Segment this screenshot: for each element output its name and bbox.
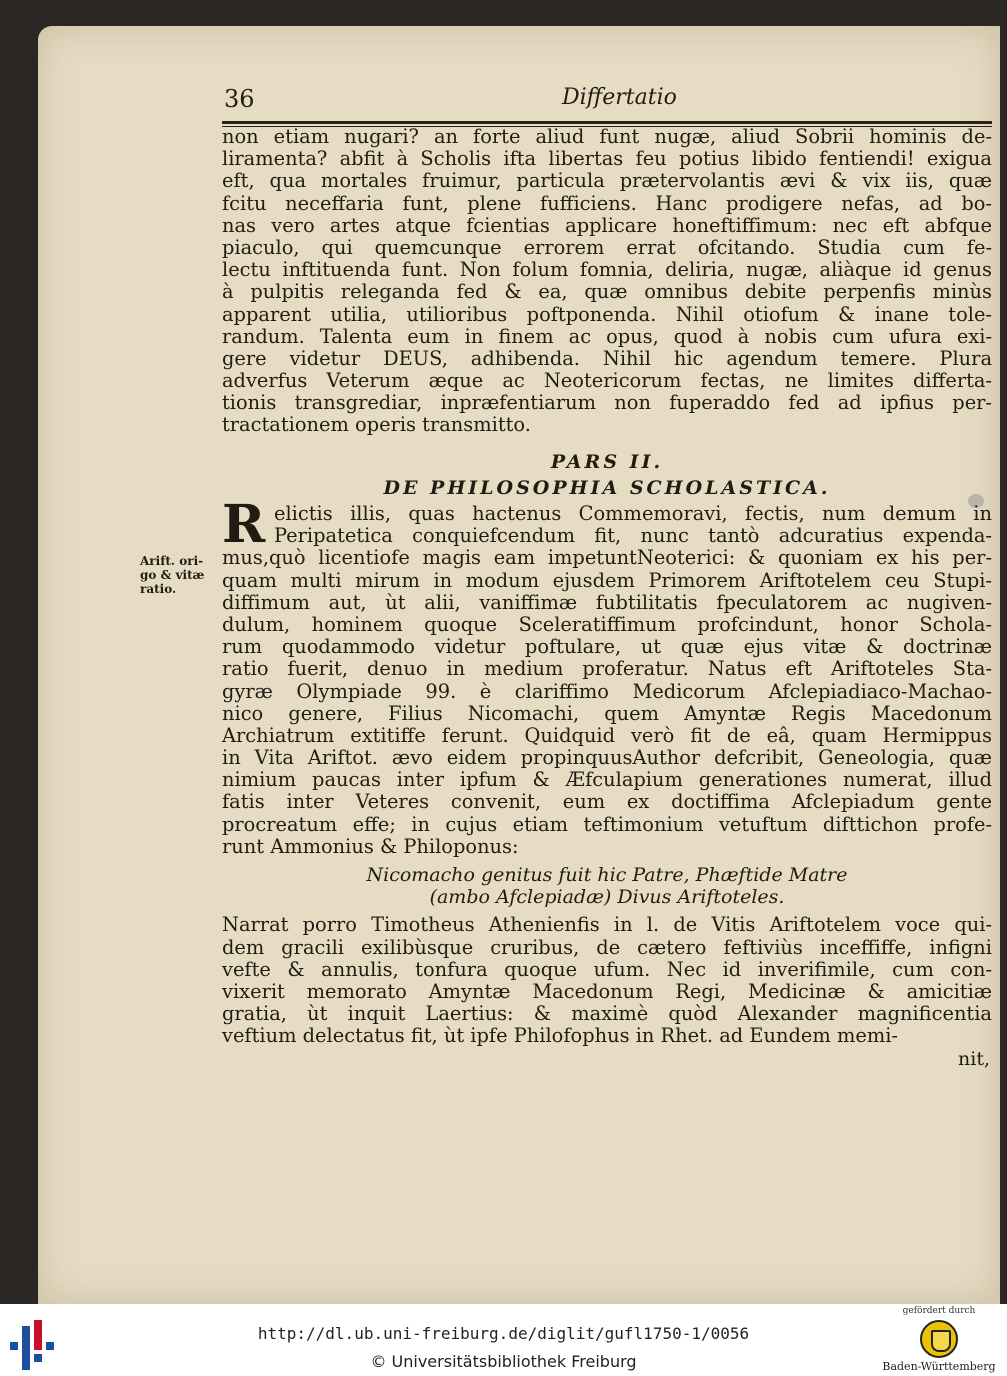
text-line: randum. Talenta eum in finem ac opus, quod à nobis cum ufura exi- bbox=[222, 324, 992, 348]
margin-note: Arift. ori- go & vitæ ratio. bbox=[140, 554, 205, 596]
text-line: gere videtur DEUS, adhibenda. Nihil hic agendum temere. Plura bbox=[222, 346, 992, 370]
text-line: liramenta? abfit à Scholis ifta libertas feu potius libido fentiendi! exigua bbox=[222, 147, 992, 171]
paragraph-2-block bbox=[222, 494, 992, 858]
running-head: Differtatio bbox=[562, 85, 677, 110]
text-body bbox=[222, 126, 992, 1070]
verse-line: Nicomacho genitus fuit hic Patre, Phæftide Matre bbox=[366, 864, 848, 887]
text-line: lectu inftituenda funt. Non folum fomnia, deliria, nugæ, aliàque id genus bbox=[222, 258, 992, 282]
sponsor-state: Baden-Württemberg bbox=[882, 1360, 996, 1373]
copyright-notice: © Universitätsbibliothek Freiburg bbox=[370, 1352, 637, 1371]
verse-line: (ambo Afclepiadæ) Divus Ariftoteles. bbox=[429, 886, 785, 909]
sponsor-block bbox=[876, 1306, 1002, 1373]
text-line: tractationem operis transmitto. bbox=[222, 413, 531, 437]
text-line: Archiatrum extitiffe ferunt. Quidquid verò fit de eâ, quam Hermippus bbox=[222, 723, 992, 747]
viewer-footer bbox=[0, 1304, 1007, 1376]
text-line: piaculo, qui quemcunque errorem errat ofcitando. Studia cum fe- bbox=[222, 235, 992, 259]
text-line: dem gracili exilibùsque cruribus, de cætero feftiviùs inceffiffe, infigni bbox=[222, 935, 992, 959]
text-line: runt Ammonius & Philoponus: bbox=[222, 834, 519, 858]
text-line: apparent utilia, utilioribus poftponenda. Nihil otiofum & inane tole- bbox=[222, 302, 992, 326]
section-heading-title: DE PHILOSOPHIA SCHOLASTICA. bbox=[383, 476, 831, 499]
text-line: elictis illis, quas hactenus Commemoravi, fectis, num demum in bbox=[274, 502, 992, 526]
page-header bbox=[222, 57, 992, 113]
text-line: quam multi mirum in modum ejusdem Primorem Ariftotelem ceu Stupi- bbox=[222, 568, 992, 592]
text-line: nico genere, Filius Nicomachi, quem Amyntæ Regis Macedonum bbox=[222, 701, 992, 725]
text-line: Narrat porro Timotheus Athenienfis in l. de Vitis Ariftotelem voce qui- bbox=[222, 913, 992, 937]
text-line: diffimum aut, ùt alii, vaniffimæ fubtilitatis fpeculatorem ac nugiven- bbox=[222, 590, 992, 614]
text-line: fcitu neceffaria funt, plene fufficiens. Hanc prodigere nefas, ad bo- bbox=[222, 191, 992, 215]
state-seal-icon bbox=[920, 1320, 958, 1358]
text-line: tionis transgrediar, inpræfentiarum non fuperaddo fed ad ipfius per- bbox=[222, 391, 992, 415]
text-line: veftium delectatus fit, ùt ipfe Philofophus in Rhet. ad Eundem memi- bbox=[222, 1024, 898, 1048]
text-line: non etiam nugari? an forte aliud funt nugæ, aliud Sobrii hominis de- bbox=[222, 125, 992, 148]
paragraph-3 bbox=[222, 914, 992, 1047]
text-line: fatis inter Veteres convenit, eum ex doctiffima Afclepiadum gente bbox=[222, 790, 992, 814]
page-number: 36 bbox=[224, 85, 255, 113]
text-line: gratia, ùt inquit Laertius: & maximè quòd Alexander magnificentia bbox=[222, 1002, 992, 1026]
permalink-url[interactable]: http://dl.ub.uni-freiburg.de/diglit/gufl1750-1/0056 bbox=[257, 1324, 750, 1343]
text-line: in Vita Ariftot. ævo eidem propinquusAuthor defcribit, Geneologia, quæ bbox=[222, 746, 992, 770]
verse-distich bbox=[222, 864, 992, 908]
drop-cap: R bbox=[222, 494, 266, 556]
paragraph-1 bbox=[222, 126, 992, 437]
text-line: procreatum effe; in cujus etiam teftimonium vetuftum difttichon profe- bbox=[222, 812, 992, 836]
text-line: gyræ Olympiade 99. è clariffimo Medicorum Afclepiadiaco-Machao- bbox=[222, 679, 992, 703]
section-heading-part: PARS II. bbox=[550, 450, 664, 473]
text-line: adverfus Veterum æque ac Neotericorum fectas, ne limites differta- bbox=[222, 369, 992, 393]
text-line: eft, qua mortales fruimur, particula prætervolantis ævi & vix iis, quæ bbox=[222, 169, 992, 193]
catchword: nit, bbox=[958, 1047, 990, 1070]
paragraph-2 bbox=[222, 494, 992, 858]
sponsor-label: gefördert durch bbox=[902, 1306, 976, 1316]
text-line: Peripatetica conquiefcendum fit, nunc tantò adcuratius expenda- bbox=[274, 524, 992, 548]
text-line: nimium paucas inter ipfum & Æfculapium generationes numerat, illud bbox=[222, 768, 992, 792]
text-line: vefte & annulis, tonfura quoque ufum. Nec id inverifimile, cum con- bbox=[222, 957, 992, 981]
text-line: à pulpitis releganda fed & ea, quæ omnibus debite perpenfis minùs bbox=[222, 280, 992, 304]
text-line: dulum, hominem quoque Sceleratiffimum profcindunt, honor Schola- bbox=[222, 612, 992, 636]
text-line: vixerit memorato Amyntæ Macedonum Regi, Medicinæ & amicitiæ bbox=[222, 980, 992, 1003]
text-line: nas vero artes atque fcientias applicare honeftiffimum: nec eft abfque bbox=[222, 213, 992, 237]
text-line: rum quodammodo videtur poftulare, ut quæ ejus vitæ & doctrinæ bbox=[222, 635, 992, 659]
text-line: mus,quò licentiofe magis eam impetuntNeoterici: & quoniam ex his per- bbox=[222, 546, 992, 570]
text-line: ratio fuerit, denuo in medium proferatur. Natus eft Ariftoteles Sta- bbox=[222, 657, 992, 681]
header-rule bbox=[222, 121, 992, 124]
